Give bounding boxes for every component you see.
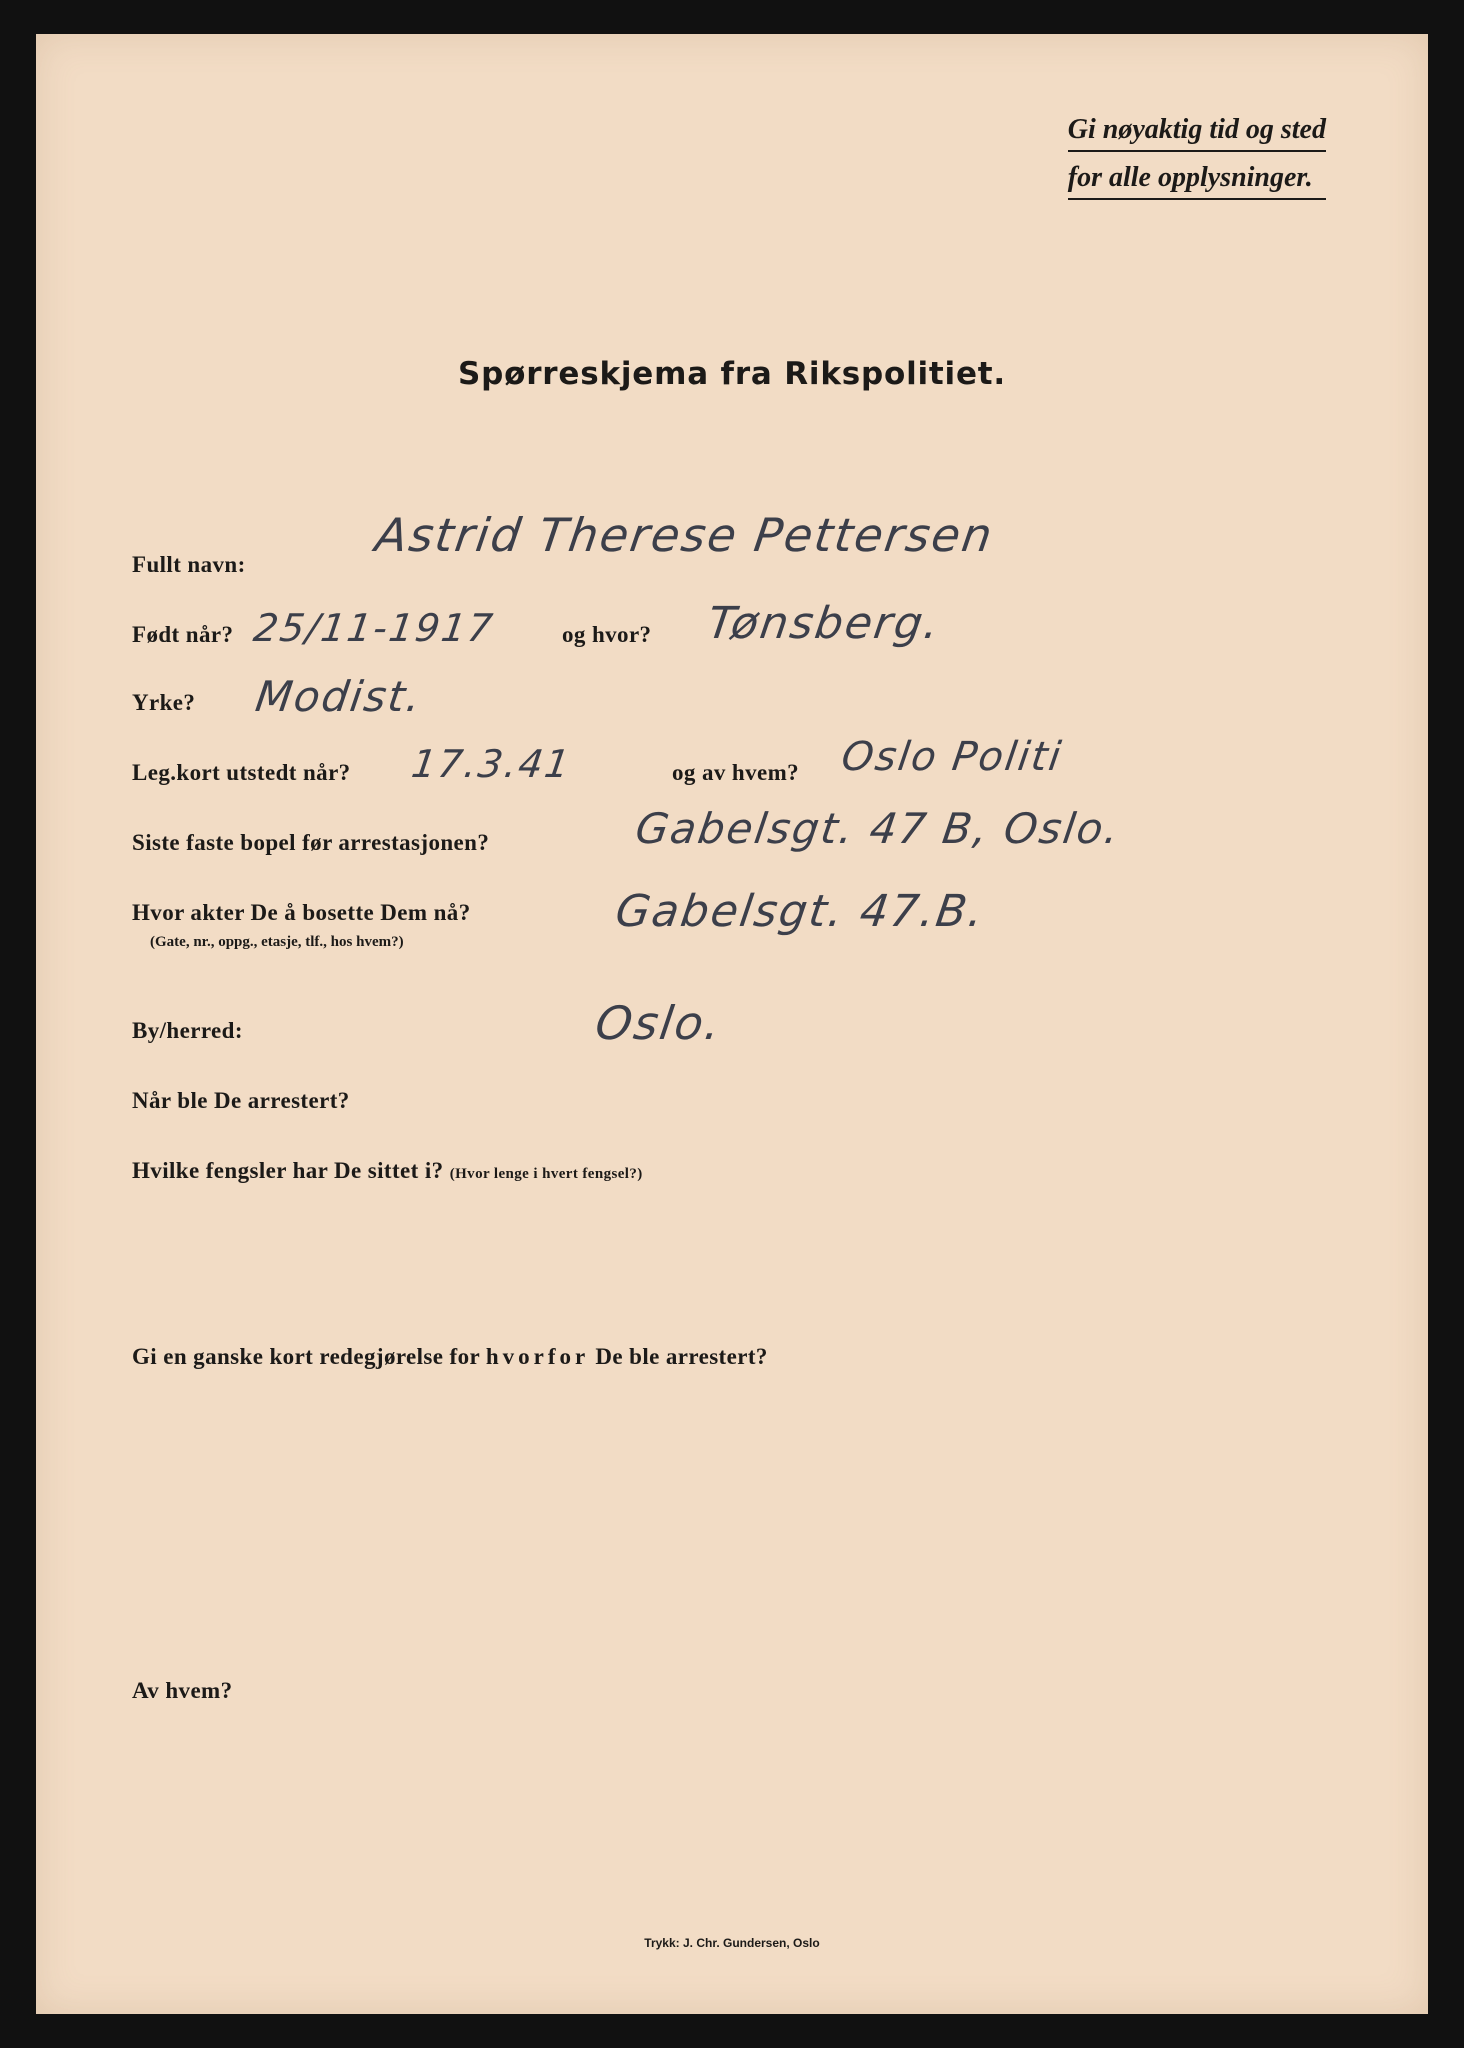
full-name-value: Astrid Therese Pettersen: [372, 508, 998, 562]
printer-imprint: Trykk: J. Chr. Gundersen, Oslo: [644, 1936, 820, 1950]
future-residence-value: Gabelsgt. 47.B.: [612, 886, 989, 937]
id-issued-by-value: Oslo Politi: [838, 734, 1066, 780]
born-where-value: Tønsberg.: [704, 598, 944, 649]
id-issued-by-label: og av hvem?: [672, 760, 800, 785]
by-whom-label: Av hvem?: [132, 1678, 233, 1703]
instruction-line-1: Gi nøyaktig tid og sted: [1068, 114, 1326, 152]
last-residence-label: Siste faste bopel før arrestasjonen?: [132, 830, 490, 855]
reason-label-emph: hvorfor: [485, 1344, 590, 1369]
prisons-hint: (Hvor lenge i hvert fengsel?): [449, 1166, 643, 1182]
city-label: By/herred:: [132, 1018, 243, 1043]
future-residence-label: Hvor akter De å bosette Dem nå?: [132, 900, 471, 925]
last-residence-value: Gabelsgt. 47 B, Oslo.: [632, 804, 1124, 853]
reason-label-pre: Gi en ganske kort redegjørelse for: [132, 1344, 480, 1369]
full-name-label: Fullt navn:: [132, 552, 246, 577]
born-when-value: 25/11-1917: [250, 606, 498, 650]
future-residence-hint: (Gate, nr., oppg., etasje, tlf., hos hvem?): [150, 934, 404, 950]
questionnaire-page: [36, 34, 1428, 2014]
reason-label: [132, 1344, 768, 1370]
occupation-label: Yrke?: [132, 690, 196, 715]
form-title: Spørreskjema fra Rikspolitiet.: [457, 356, 1006, 392]
prisons-label-text: Hvilke fengsler har De sittet i?: [132, 1158, 444, 1183]
born-when-label: Født når?: [132, 622, 234, 647]
arrested-when-label: Når ble De arrestert?: [132, 1088, 350, 1113]
prisons-label: [132, 1158, 643, 1184]
id-issued-when-label: Leg.kort utstedt når?: [132, 760, 351, 785]
id-issued-when-value: 17.3.41: [408, 742, 575, 786]
occupation-value: Modist.: [252, 672, 426, 721]
reason-label-post: De ble arrestert?: [595, 1344, 768, 1369]
instruction-box: [1068, 114, 1326, 210]
born-where-label: og hvor?: [562, 622, 652, 647]
instruction-line-2: for alle opplysninger.: [1068, 162, 1326, 200]
city-value: Oslo.: [592, 996, 726, 1050]
